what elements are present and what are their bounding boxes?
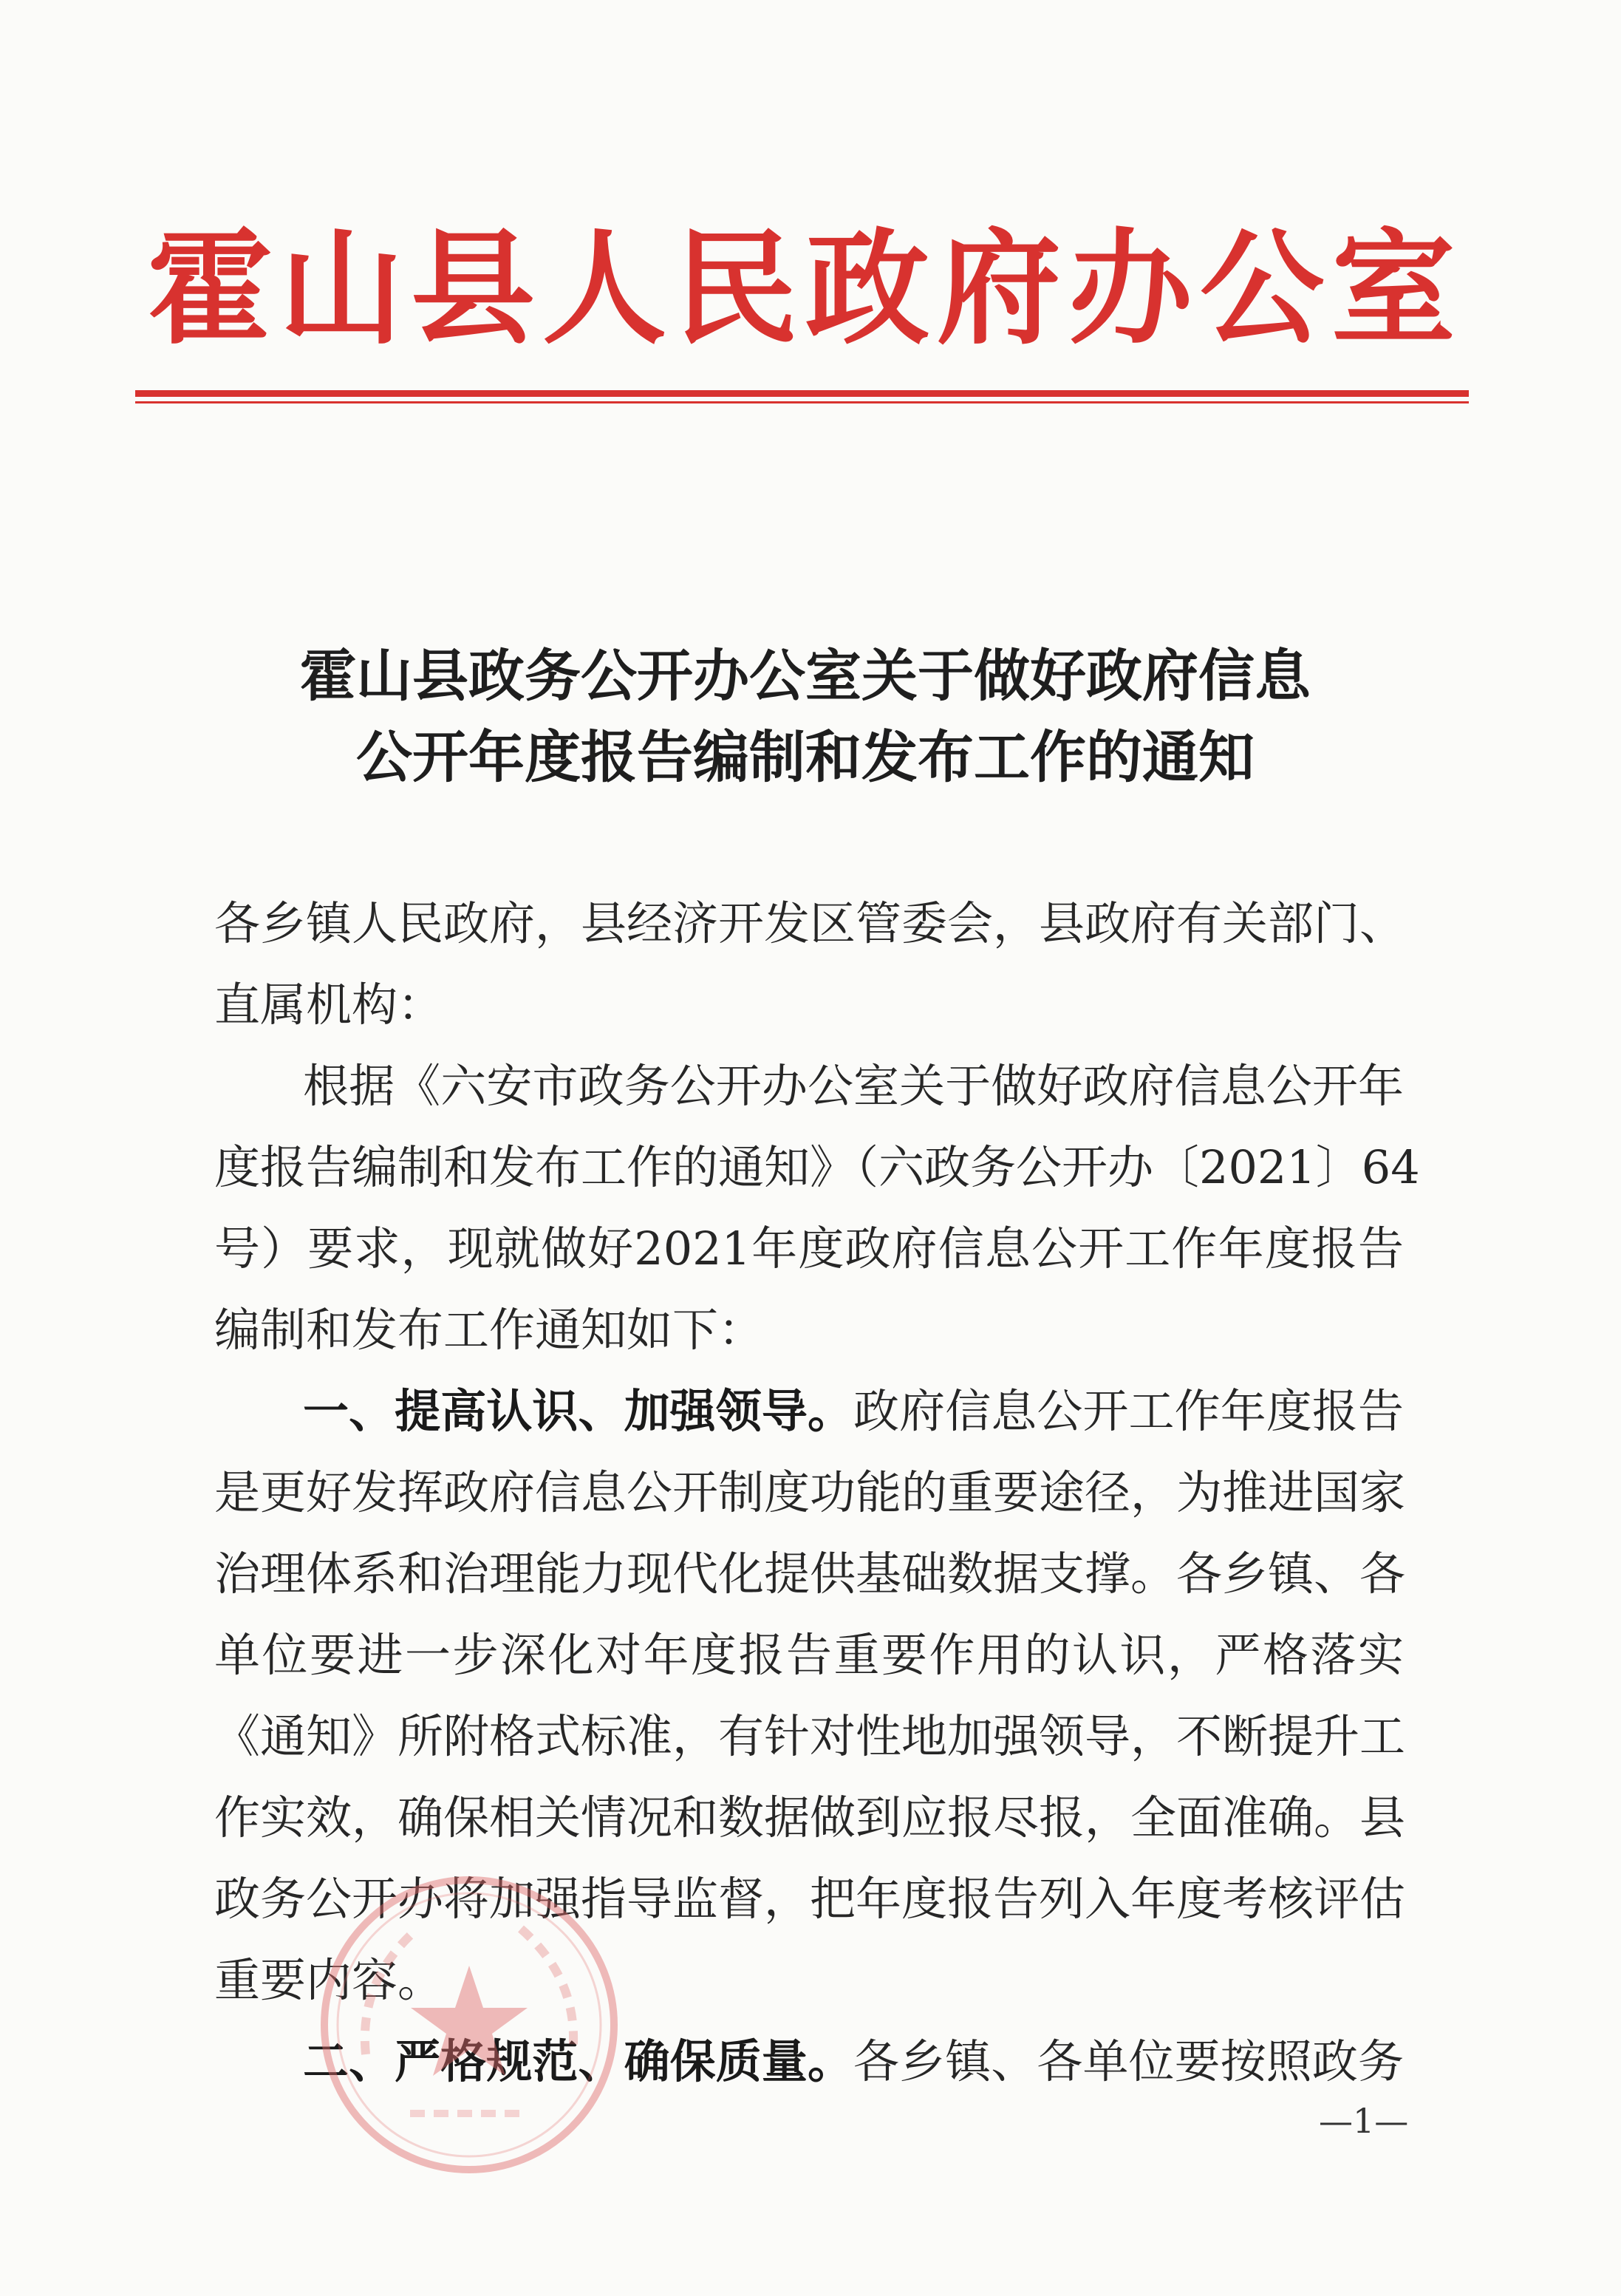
section-1-first-line xyxy=(303,1374,1404,1448)
header-red-rule-thin xyxy=(135,401,1469,403)
body-line: 是更好发挥政府信息公开制度功能的重要途径，为推进国家 xyxy=(214,1465,1406,1519)
document-title-line-1: 霍山县政务公开办公室关于做好政府信息 xyxy=(300,643,1311,709)
body-line-addressee: 各乡镇人民政府，县经济开发区管委会，县政府有关部门、 xyxy=(214,896,1406,950)
section-1-text: 政府信息公开工作年度报告 xyxy=(853,1384,1404,1438)
body-line: 治理体系和治理能力现代化提供基础数据支撑。各乡镇、各 xyxy=(214,1547,1406,1601)
body-line: 重要内容。 xyxy=(214,1953,444,2007)
header-red-rule xyxy=(135,390,1469,397)
page-number: —1— xyxy=(1319,2101,1409,2141)
body-line: 号）要求，现就做好2021年度政府信息公开工作年度报告 xyxy=(214,1222,1404,1275)
issuer-header: 霍山县人民政府办公室 xyxy=(148,215,1463,361)
section-1-heading: 一、提高认识、加强领导。 xyxy=(303,1384,854,1438)
body-line: 单位要进一步深化对年度报告重要作用的认识，严格落实 xyxy=(214,1628,1404,1682)
document-title-line-2: 公开年度报告编制和发布工作的通知 xyxy=(356,724,1255,790)
body-line: 编制和发布工作通知如下： xyxy=(214,1303,765,1357)
section-2-heading: 二、严格规范、确保质量。 xyxy=(303,2034,854,2088)
section-2-text: 各乡镇、各单位要按照政务 xyxy=(853,2034,1404,2088)
body-line: 根据《六安市政务公开办公室关于做好政府信息公开年 xyxy=(303,1059,1404,1113)
official-seal-icon xyxy=(314,1870,624,2180)
body-line: 作实效，确保相关情况和数据做到应报尽报，全面准确。县 xyxy=(214,1791,1406,1844)
body-line: 《通知》所附格式标准，有针对性地加强领导，不断提升工 xyxy=(214,1709,1406,1763)
body-line-addressee-cont: 直属机构： xyxy=(214,978,444,1032)
body-line: 度报告编制和发布工作的通知》（六政务公开办〔2021〕64 xyxy=(214,1140,1420,1194)
body-line: 政务公开办将加强指导监督，把年度报告列入年度考核评估 xyxy=(214,1872,1406,1926)
